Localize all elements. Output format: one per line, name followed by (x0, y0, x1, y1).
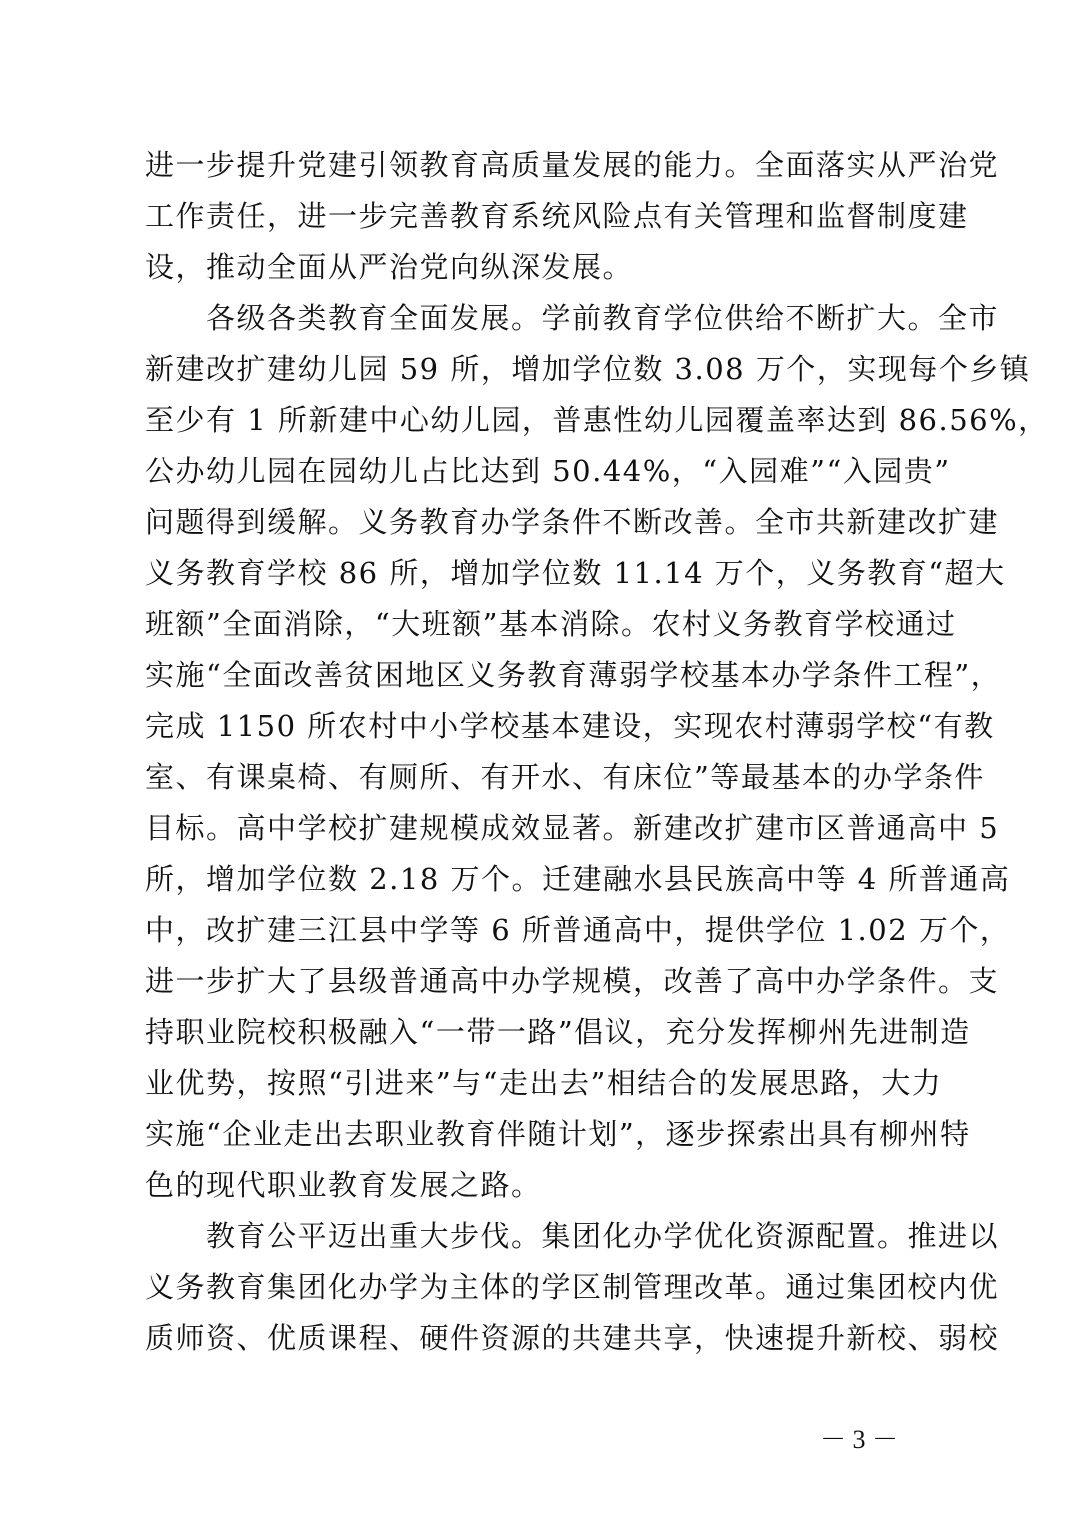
text-line: 公办幼儿园在园幼儿占比达到 50.44%，“入园难”“入园贵” (145, 454, 951, 488)
page-number: － 3 － (820, 1425, 899, 1454)
text-line: 实施“企业走出去职业教育伴随计划”，逐步探索出具有柳州特 (145, 1117, 971, 1151)
text-line: 实施“全面改善贫困地区义务教育薄弱学校基本办学条件工程”， (145, 658, 1002, 692)
paragraph-start-line: 教育公平迈出重大步伐。集团化办学优化资源配置。推进以 (145, 1219, 1000, 1253)
text-line: 设，推动全面从严治党向纵深发展。 (145, 250, 634, 284)
text-line: 业优势，按照“引进来”与“走出去”相结合的发展思路，大力 (145, 1066, 943, 1100)
text-line: 问题得到缓解。义务教育办学条件不断改善。全市共新建改扩建 (145, 505, 1000, 539)
text-line: 中，改扩建三江县中学等 6 所普通高中，提供学位 1.02 万个， (145, 913, 1011, 947)
text-line: 义务教育集团化办学为主体的学区制管理改革。通过集团校内优 (145, 1270, 1000, 1304)
text-line: 进一步提升党建引领教育高质量发展的能力。全面落实从严治党 (145, 148, 1000, 182)
text-line: 至少有 1 所新建中心幼儿园，普惠性幼儿园覆盖率达到 86.56%， (145, 403, 1049, 437)
paragraph-start-line: 各级各类教育全面发展。学前教育学位供给不断扩大。全市 (145, 301, 1000, 335)
text-line: 目标。高中学校扩建规模成效显著。新建改扩建市区普通高中 5 (145, 811, 1000, 845)
document-body (145, 140, 1049, 1364)
text-line: 质师资、优质课程、硬件资源的共建共享，快速提升新校、弱校 (145, 1321, 1000, 1355)
text-line: 室、有课桌椅、有厕所、有开水、有床位”等最基本的办学条件 (145, 760, 985, 794)
text-line: 进一步扩大了县级普通高中办学规模，改善了高中办学条件。支 (145, 964, 1000, 998)
text-line: 班额”全面消除，“大班额”基本消除。农村义务教育学校通过 (145, 607, 957, 641)
text-line: 色的现代职业教育发展之路。 (145, 1168, 542, 1202)
text-line: 所，增加学位数 2.18 万个。迁建融水县民族高中等 4 所普通高 (145, 862, 1011, 896)
text-line: 义务教育学校 86 所，增加学位数 11.14 万个，义务教育“超大 (145, 556, 1006, 590)
text-line: 新建改扩建幼儿园 59 所，增加学位数 3.08 万个，实现每个乡镇 (145, 352, 1031, 386)
text-line: 完成 1150 所农村中小学校基本建设，实现农村薄弱学校“有教 (145, 709, 995, 743)
text-line: 持职业院校积极融入“一带一路”倡议，充分发挥柳州先进制造 (145, 1015, 971, 1049)
text-line: 工作责任，进一步完善教育系统风险点有关管理和监督制度建 (145, 199, 969, 233)
